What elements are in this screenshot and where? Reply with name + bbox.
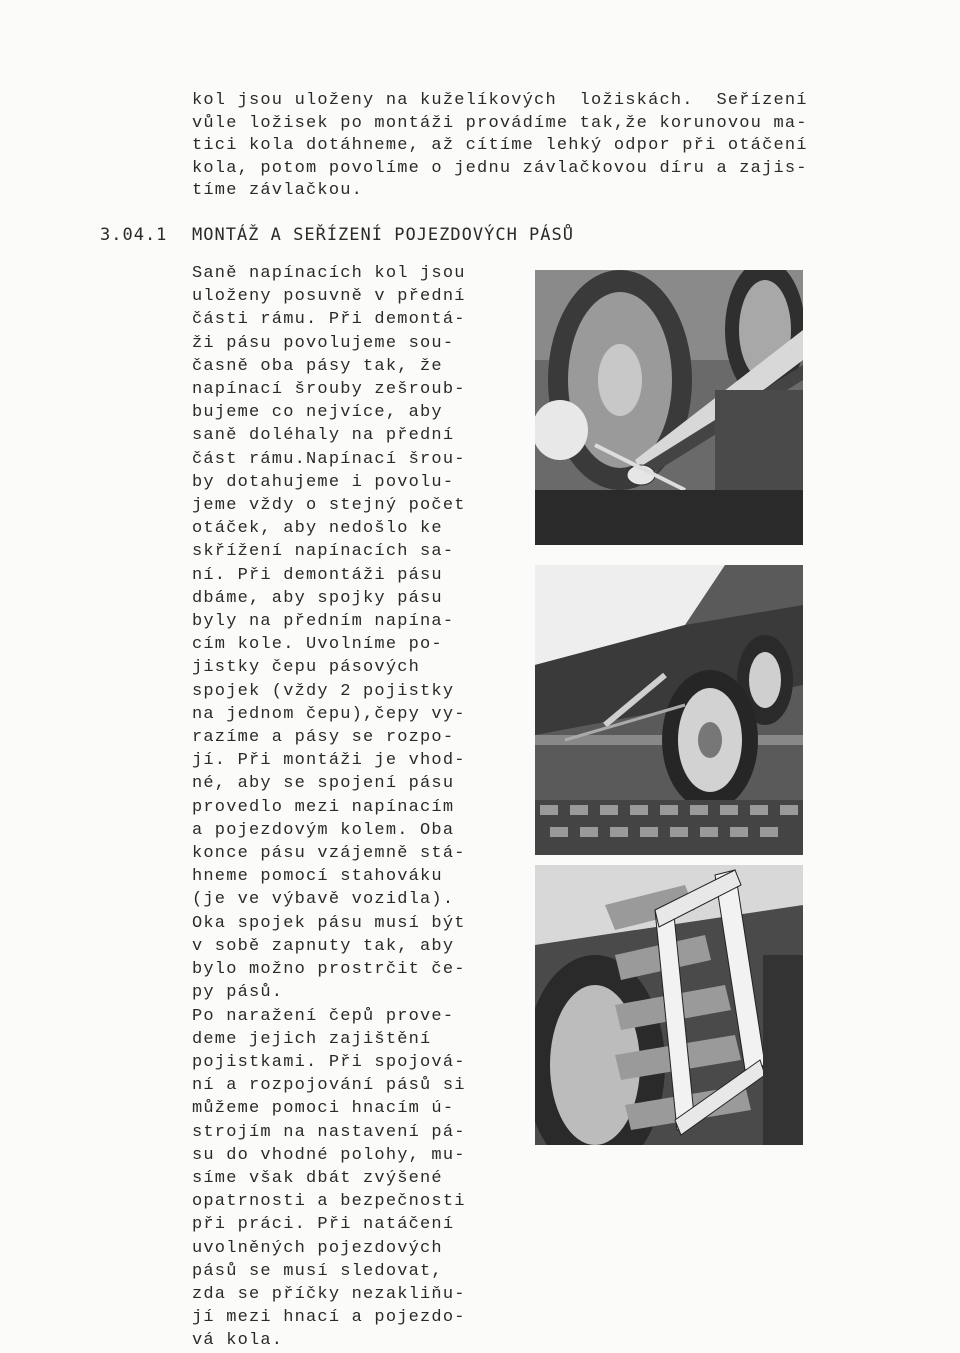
- intro-paragraph: [192, 90, 812, 203]
- body-line: cím kole. Uvolníme po-: [192, 635, 443, 655]
- body-line: pásů se musí sledovat,: [192, 1261, 443, 1281]
- body-line: provedlo mezi napínacím: [192, 797, 455, 817]
- section-title: MONTÁŽ A SEŘÍZENÍ POJEZDOVÝCH PÁSŮ: [192, 225, 574, 245]
- body-line: jí. Při montáži je vhod-: [192, 751, 466, 771]
- body-line: uvolněných pojezdových: [192, 1238, 443, 1258]
- body-line: (je ve výbavě vozidla).: [192, 890, 455, 910]
- body-line: konce pásu vzájemně stá-: [192, 844, 466, 864]
- body-line: vá kola.: [192, 1331, 284, 1351]
- body-line: opatrnosti a bezpečnosti: [192, 1192, 466, 1212]
- intro-line: vůle ložisek po montáži provádíme tak,že korunovou ma-: [192, 113, 808, 133]
- body-line: můžeme pomoci hnacím ú-: [192, 1099, 455, 1119]
- body-line: uloženy posuvně v přední: [192, 287, 466, 307]
- body-line: část rámu.Napínací šrou-: [192, 449, 466, 469]
- body-line: bylo možno prostrčit če-: [192, 960, 466, 980]
- body-line: né, aby se spojení pásu: [192, 774, 455, 794]
- body-line: jistky čepu pásových: [192, 658, 421, 678]
- intro-line: kola, potom povolíme o jednu závlačkovou díru a zajis-: [192, 158, 808, 178]
- intro-line: tíme závlačkou.: [192, 181, 364, 200]
- body-line: byly na předním napína-: [192, 612, 455, 632]
- body-line: jeme vždy o stejný počet: [192, 496, 466, 516]
- body-line: razíme a pásy se rozpo-: [192, 728, 455, 748]
- photo-tension-wheel-screw: [535, 270, 803, 545]
- body-line: otáček, aby nedošlo ke: [192, 519, 443, 539]
- body-line: ní a rozpojování pásů si: [192, 1076, 466, 1096]
- body-line: napínací šrouby zešroub-: [192, 380, 466, 400]
- body-line: zda se příčky nezakliňu-: [192, 1284, 466, 1304]
- body-line: Po naražení čepů prove-: [192, 1006, 455, 1026]
- body-line: jí mezi hnací a pojezdo-: [192, 1308, 466, 1328]
- body-line: Saně napínacích kol jsou: [192, 264, 466, 283]
- body-line: Oka spojek pásu musí být: [192, 913, 466, 933]
- body-line: ži pásu povolujeme sou-: [192, 333, 455, 353]
- body-line: a pojezdovým kolem. Oba: [192, 820, 455, 840]
- body-line: skřížení napínacích sa-: [192, 542, 455, 562]
- body-line: py pásů.: [192, 983, 284, 1003]
- body-line: časně oba pásy tak, že: [192, 356, 443, 376]
- section-number: 3.04.1: [100, 225, 168, 245]
- body-line: dbáme, aby spojky pásu: [192, 588, 443, 608]
- body-line: saně doléhaly na přední: [192, 426, 455, 446]
- body-line: hneme pomocí stahováku: [192, 867, 443, 887]
- body-line: pojistkami. Při spojová-: [192, 1052, 466, 1072]
- body-line: na jednom čepu),čepy vy-: [192, 704, 466, 724]
- photo-track-puller: [535, 865, 803, 1145]
- body-line: spojek (vždy 2 pojistky: [192, 681, 455, 701]
- body-line: síme však dbát zvýšené: [192, 1168, 443, 1188]
- intro-line: tici kola dotáhneme, až cítíme lehký odpor při otáčení: [192, 136, 808, 155]
- body-line: bujeme co nejvíce, aby: [192, 403, 443, 423]
- intro-line: kol jsou uloženy na kuželíkových ložiskách. Seřízení: [192, 91, 808, 110]
- photo-track-wheels: [535, 565, 803, 855]
- section-body: [192, 262, 482, 1353]
- body-line: části rámu. Při demontá-: [192, 310, 466, 330]
- body-line: su do vhodné polohy, mu-: [192, 1145, 466, 1165]
- body-line: by dotahujeme i povolu-: [192, 472, 455, 492]
- body-line: v sobě zapnuty tak, aby: [192, 936, 455, 956]
- body-line: deme jejich zajištění: [192, 1029, 432, 1049]
- body-line: při práci. Při natáčení: [192, 1215, 455, 1235]
- body-line: ní. Při demontáži pásu: [192, 565, 443, 585]
- body-line: strojím na nastavení pá-: [192, 1122, 466, 1142]
- section-heading: [100, 225, 574, 245]
